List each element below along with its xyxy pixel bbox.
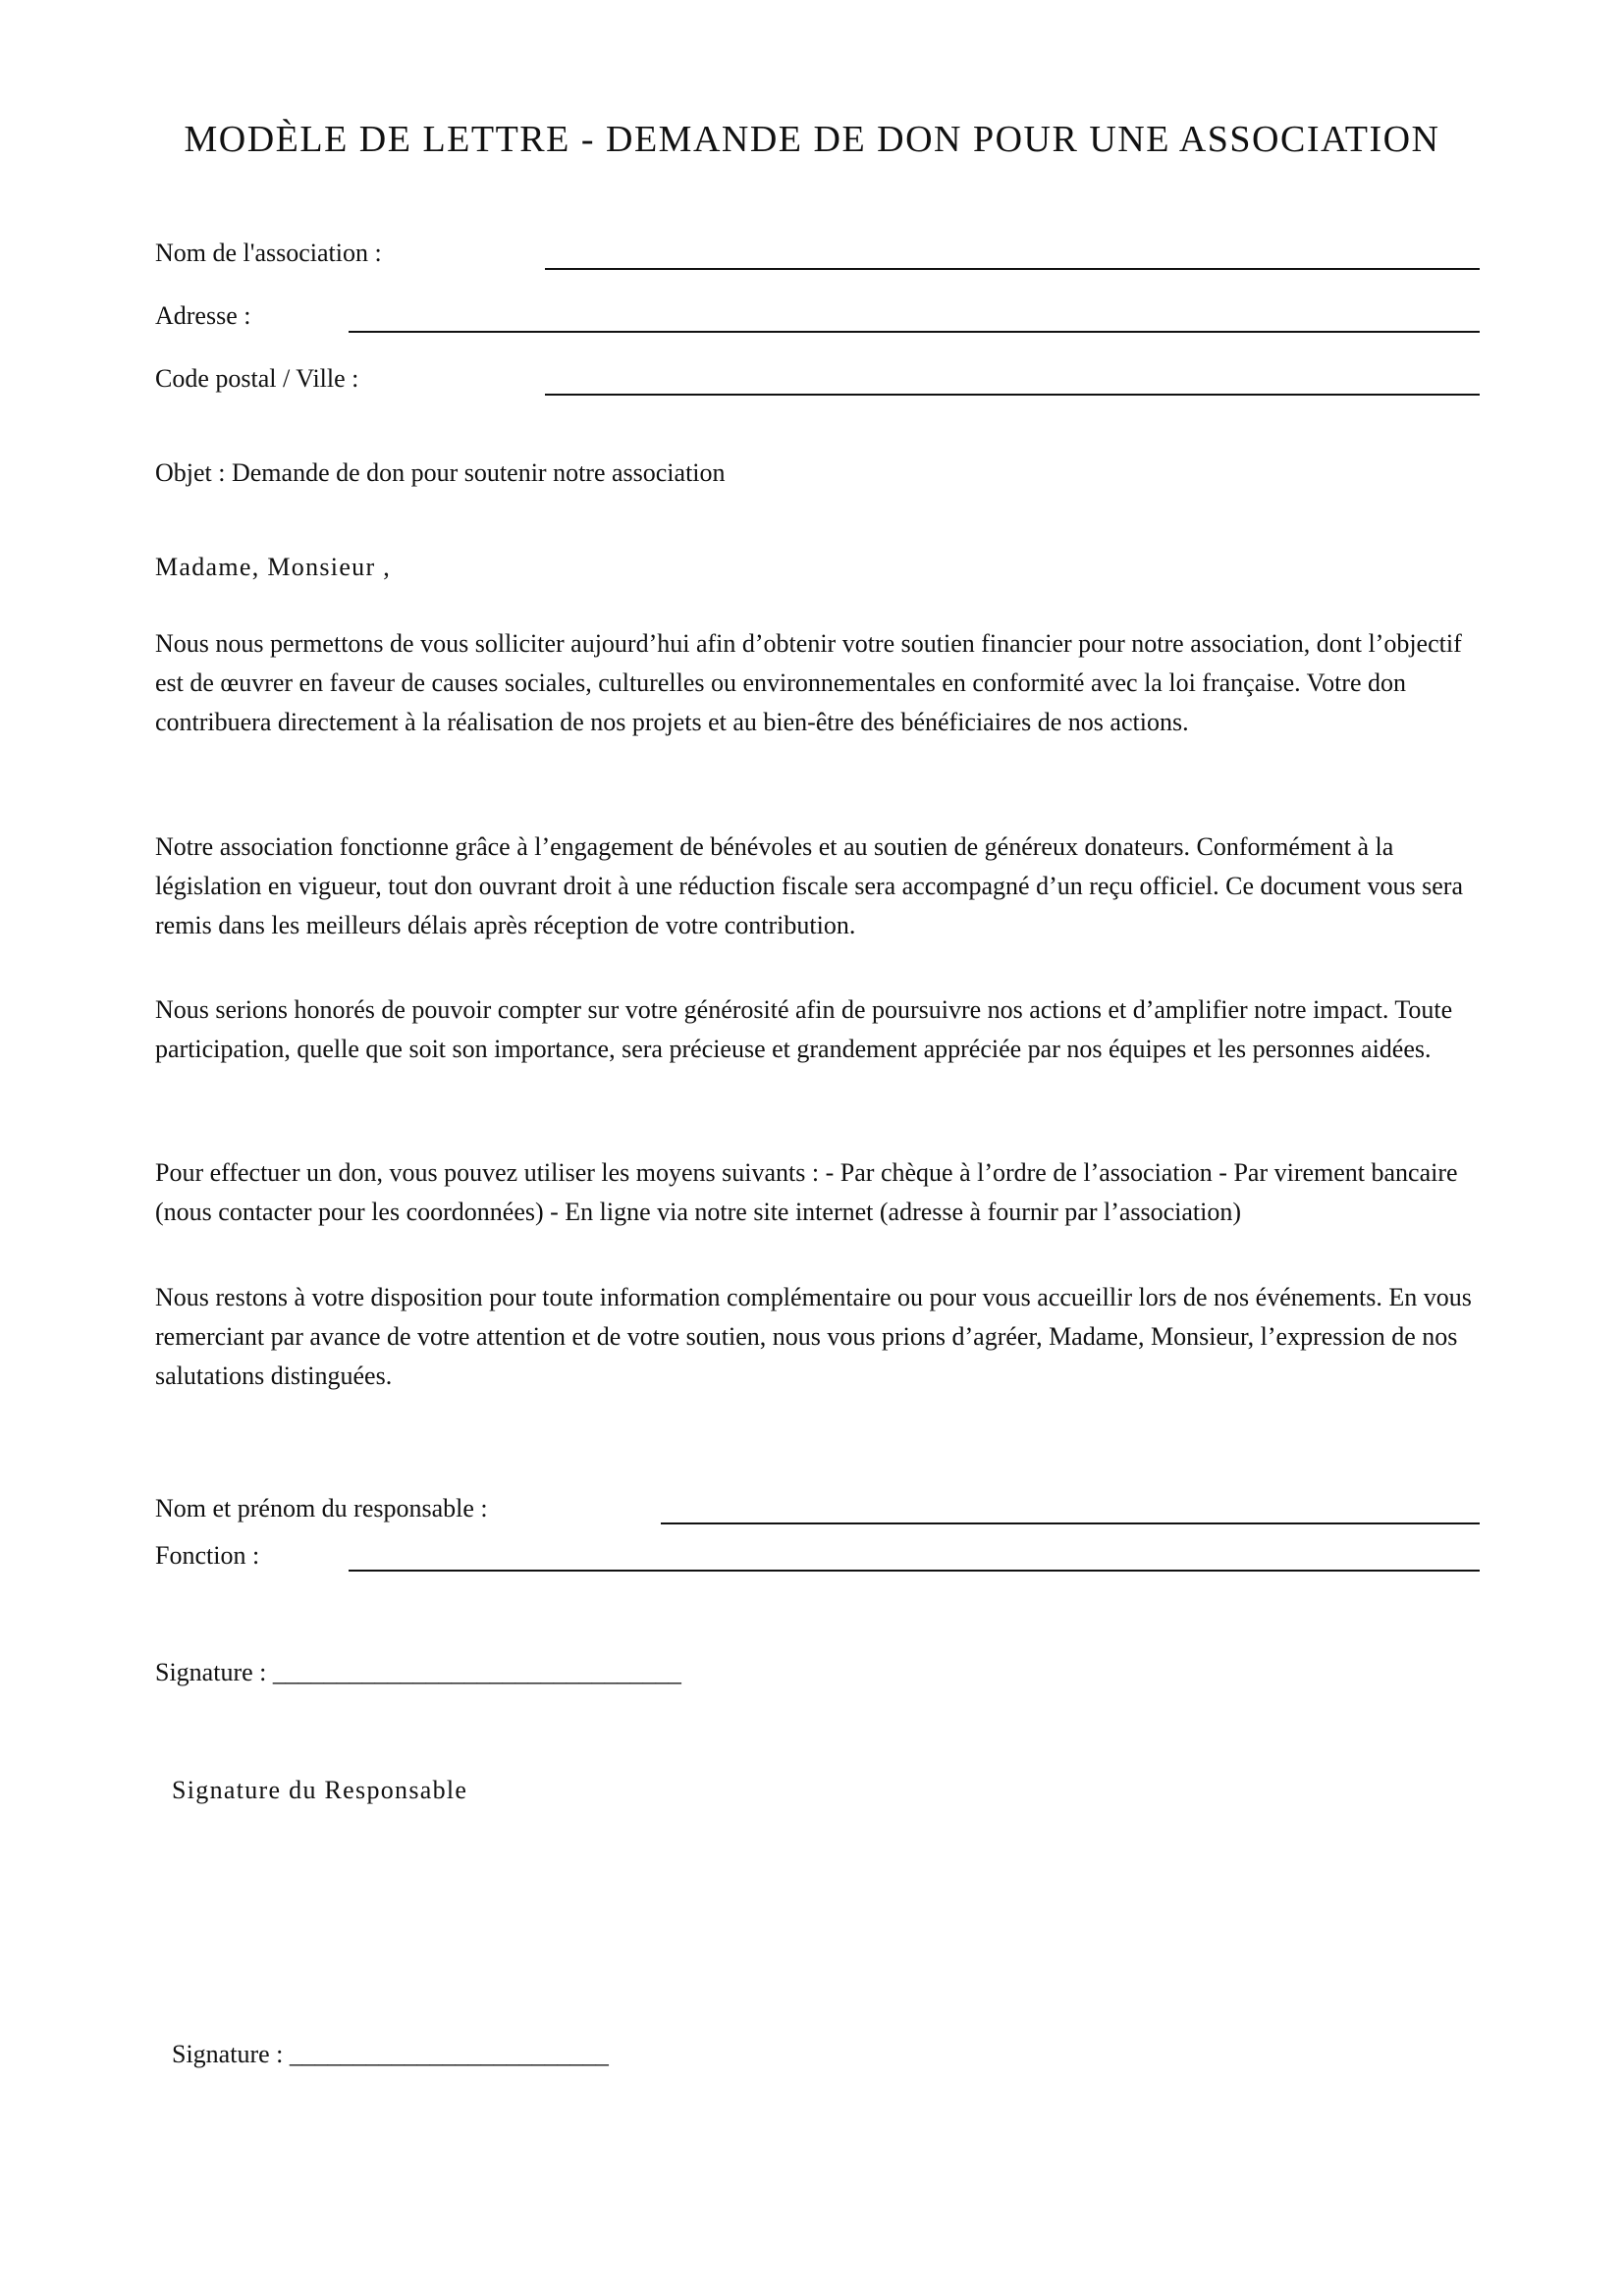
signature-caption: Signature du Responsable — [172, 1776, 468, 1804]
object-line: Objet : Demande de don pour soutenir notre association — [155, 458, 726, 487]
closing-paragraph: Nous restons à votre disposition pour toute information complémentaire ou pour vous accueillir lors de nos événements. En vous remerciant par avance de votre attention et de votre soutien, nous vous prions d’agréer, Madame, Monsieur, l’expression de nos salutations distinguées. — [155, 1283, 1472, 1390]
association-name-label: Nom de l'association : — [155, 239, 382, 267]
association-name-field[interactable] — [545, 268, 1480, 270]
address-label: Adresse : — [155, 301, 251, 330]
responsible-name-field[interactable] — [661, 1522, 1480, 1524]
address-field[interactable] — [349, 331, 1480, 333]
body-paragraph: Nous nous permettons de vous solliciter aujourd’hui afin d’obtenir votre soutien financier pour notre association, dont l’objectif est de œuvrer en faveur de causes sociales, culturelles ou environnementales en conformité avec la loi française. Votre don contribuera directement à la réalisation de nos projets et au bien-être des bénéficiaires de nos actions. — [155, 629, 1462, 736]
postal-city-label: Code postal / Ville : — [155, 364, 359, 393]
function-label: Fonction : — [155, 1541, 260, 1570]
postal-city-field[interactable] — [545, 394, 1480, 396]
body-paragraph: Nous serions honorés de pouvoir compter sur votre générosité afin de poursuivre nos actions et d’amplifier notre impact. Toute participation, quelle que soit son importance, sera précieuse et grandement appréciée par nos équipes et les personnes aidées. — [155, 995, 1453, 1063]
function-field[interactable] — [349, 1570, 1480, 1572]
signature-line[interactable]: Signature : _________________________ — [172, 2040, 609, 2068]
page-title: MODÈLE DE LETTRE - DEMANDE DE DON POUR UNE ASSOCIATION — [184, 119, 1440, 160]
body-paragraph: Notre association fonctionne grâce à l’engagement de bénévoles et au soutien de généreux donateurs. Conformément à la législation en vigueur, tout don ouvrant droit à une réduction fiscale sera accompagné d’un reçu officiel. Ce document vous sera remis dans les meilleurs délais après réception de votre contribution. — [155, 832, 1463, 939]
salutation: Madame, Monsieur , — [155, 553, 392, 581]
signature-line[interactable]: Signature : ________________________________ — [155, 1658, 681, 1686]
responsible-name-label: Nom et prénom du responsable : — [155, 1494, 488, 1522]
body-paragraph: Pour effectuer un don, vous pouvez utiliser les moyens suivants : - Par chèque à l’ordre de l’association - Par virement bancaire (nous contacter pour les coordonnées) - En ligne via notre site internet (adresse à fournir par l’association) — [155, 1158, 1458, 1226]
